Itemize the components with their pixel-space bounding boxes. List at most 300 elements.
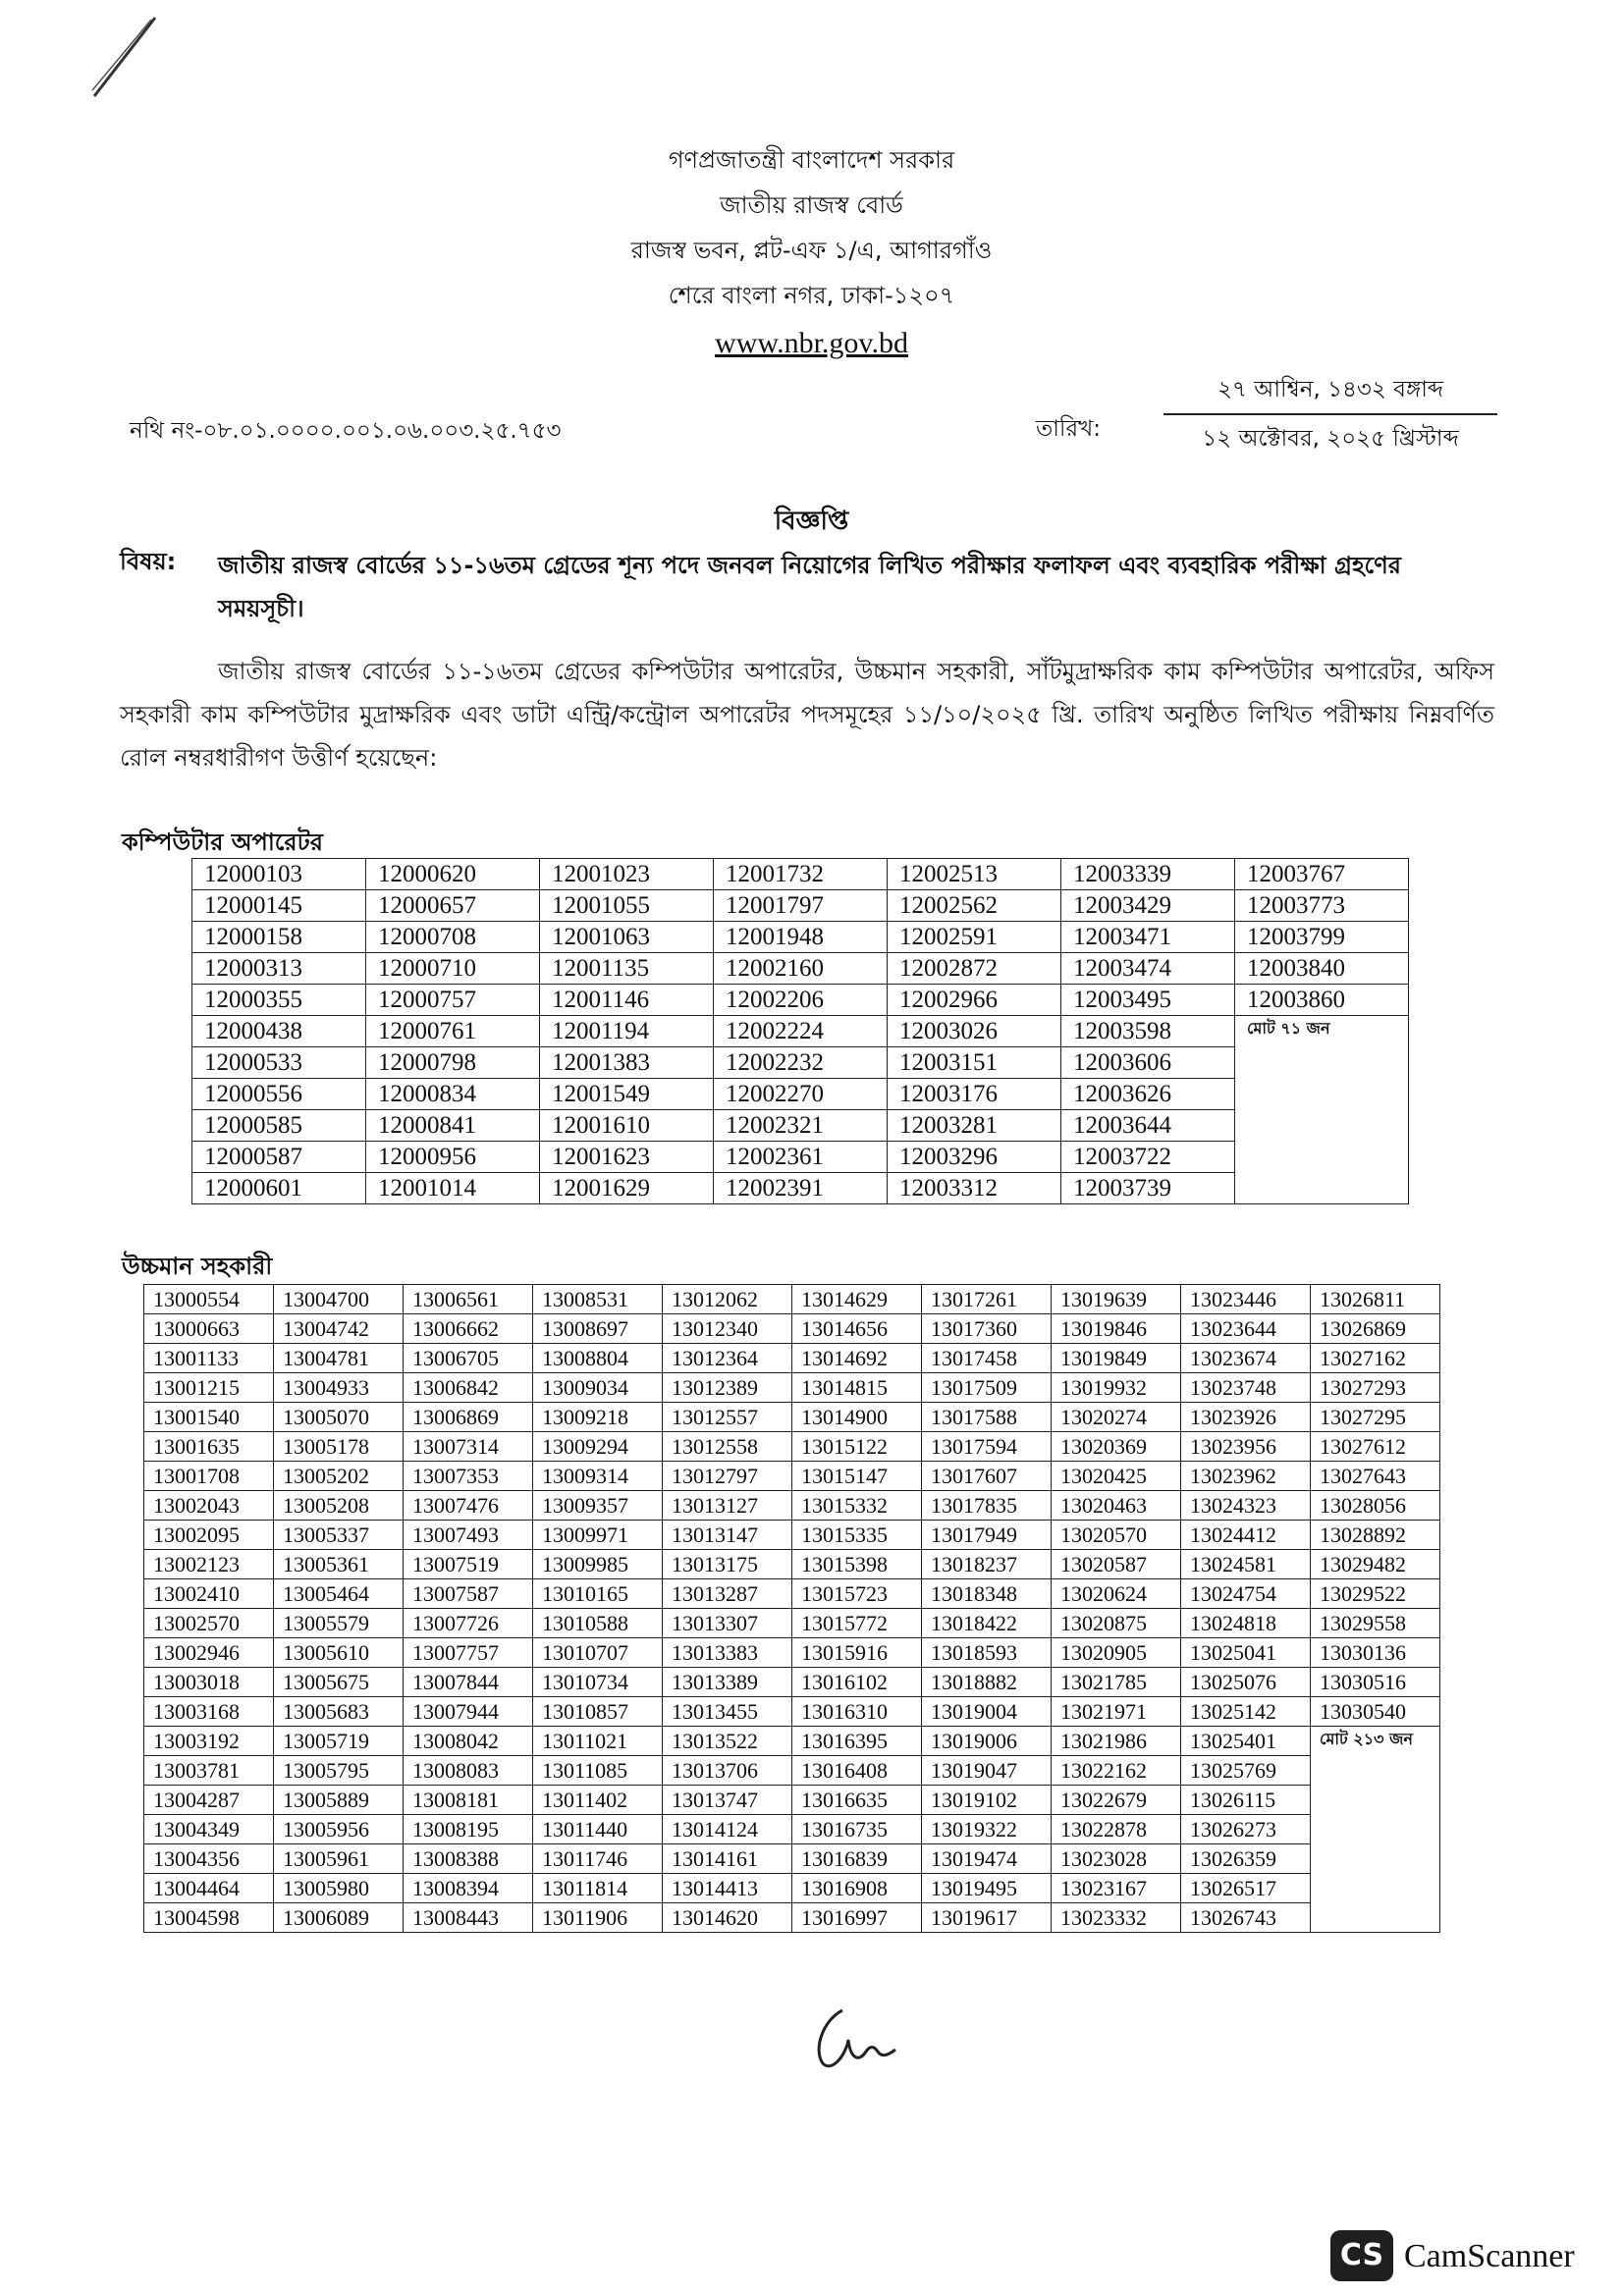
roll-number-cell: 13026115 — [1181, 1786, 1311, 1815]
roll-number-cell: 12001063 — [540, 922, 714, 953]
roll-number-cell: 13019474 — [922, 1844, 1052, 1874]
body-paragraph: জাতীয় রাজস্ব বোর্ডের ১১-১৬তম গ্রেডের কম্পিউটার অপারেটর, উচ্চমান সহকারী, সাঁটমুদ্রাক্ষরিক কাম কম্পিউটার অপারেটর, অফিস সহকারী কাম কম্পিউটার মুদ্রাক্ষরিক এবং ডাটা এন্ট্রি/কন্ট্রোল অপারেটর পদসমূহের ১১/১০/২০২৫ খ্রি. তারিখ অনুষ্ঠিত লিখিত পরীক্ষায় নিম্নবর্ণিত রোল নম্বরধারীগণ উত্তীর্ণ হয়েছেন: — [120, 658, 1494, 772]
roll-number-cell: 13023962 — [1181, 1462, 1311, 1491]
roll-number-cell: 13014629 — [792, 1285, 922, 1314]
roll-number-cell: 13010857 — [533, 1697, 663, 1727]
roll-number-cell: 12002160 — [714, 953, 888, 985]
roll-number-cell: 13026273 — [1181, 1815, 1311, 1844]
roll-number-cell: 13005464 — [274, 1579, 404, 1609]
roll-number-cell: 12003739 — [1061, 1173, 1235, 1204]
roll-number-cell: 13018882 — [922, 1668, 1052, 1697]
roll-number-cell: 12000757 — [366, 985, 540, 1016]
roll-number-cell: 13004356 — [144, 1844, 274, 1874]
roll-number-cell: 13018237 — [922, 1550, 1052, 1579]
table-row — [144, 1668, 1440, 1697]
roll-number-cell: 13002095 — [144, 1521, 274, 1550]
roll-number-cell: 12000841 — [366, 1110, 540, 1142]
roll-number-cell: 13002946 — [144, 1638, 274, 1668]
roll-number-cell: 13004349 — [144, 1815, 274, 1844]
subject-label: বিষয়: — [120, 548, 177, 575]
roll-number-cell: 12003644 — [1061, 1110, 1235, 1142]
roll-number-cell: 13006089 — [274, 1903, 404, 1933]
roll-number-cell: 12000834 — [366, 1079, 540, 1110]
roll-number-cell: 13024581 — [1181, 1550, 1311, 1579]
roll-number-cell: 13017261 — [922, 1285, 1052, 1314]
roll-number-cell: 13007314 — [404, 1432, 533, 1462]
roll-number-cell: 12001549 — [540, 1079, 714, 1110]
roll-number-cell: 13025142 — [1181, 1697, 1311, 1727]
table-row — [144, 1874, 1440, 1903]
table-row — [144, 1432, 1440, 1462]
roll-number-cell: 13023167 — [1052, 1874, 1181, 1903]
roll-number-cell: 13016310 — [792, 1697, 922, 1727]
govt-name: গণপ্রজাতন্ত্রী বাংলাদেশ সরকার — [668, 146, 955, 174]
table-row — [144, 1403, 1440, 1432]
roll-number-cell: 13027162 — [1311, 1344, 1440, 1373]
roll-number-cell: 13004598 — [144, 1903, 274, 1933]
roll-number-cell: 13001215 — [144, 1373, 274, 1403]
table-row — [144, 1844, 1440, 1874]
roll-number-cell: 13027643 — [1311, 1462, 1440, 1491]
roll-number-cell: 13020463 — [1052, 1491, 1181, 1521]
roll-number-cell: 13025769 — [1181, 1756, 1311, 1786]
table-row — [144, 1373, 1440, 1403]
roll-number-cell: 13013455 — [663, 1697, 792, 1727]
roll-number-cell: 12000657 — [366, 890, 540, 922]
roll-number-cell: 13014161 — [663, 1844, 792, 1874]
roll-number-cell: 13012340 — [663, 1314, 792, 1344]
roll-number-cell: 13012364 — [663, 1344, 792, 1373]
uda-title: উচ্চমান সহকারী — [122, 1253, 273, 1280]
roll-number-cell: 12000158 — [192, 922, 366, 953]
roll-number-cell: 13006662 — [404, 1314, 533, 1344]
roll-number-cell: 13017360 — [922, 1314, 1052, 1344]
roll-number-cell: 13011085 — [533, 1756, 663, 1786]
roll-number-cell: 13013147 — [663, 1521, 792, 1550]
roll-number-cell: 12003312 — [888, 1173, 1061, 1204]
roll-number-cell: 13026359 — [1181, 1844, 1311, 1874]
roll-number-cell: 13020274 — [1052, 1403, 1181, 1432]
roll-number-cell: 12000587 — [192, 1142, 366, 1173]
roll-number-cell: 12003495 — [1061, 985, 1235, 1016]
roll-number-cell: 13007944 — [404, 1697, 533, 1727]
roll-number-cell: 12001610 — [540, 1110, 714, 1142]
roll-number-cell: 13013383 — [663, 1638, 792, 1668]
table-row — [144, 1903, 1440, 1933]
address-line-1: রাজস্ব ভবন, প্লট-এফ ১/এ, আগারগাঁও — [630, 237, 993, 264]
roll-number-cell: 12002591 — [888, 922, 1061, 953]
roll-number-cell: 13011906 — [533, 1903, 663, 1933]
roll-number-cell: 13005719 — [274, 1727, 404, 1756]
roll-number-cell: 12002966 — [888, 985, 1061, 1016]
roll-number-cell: 13016997 — [792, 1903, 922, 1933]
roll-number-cell: 13023332 — [1052, 1903, 1181, 1933]
table-row — [144, 1609, 1440, 1638]
roll-number-cell: 13004742 — [274, 1314, 404, 1344]
roll-number-cell: 13022162 — [1052, 1756, 1181, 1786]
roll-number-cell: 12003471 — [1061, 922, 1235, 953]
roll-number-cell: 13000663 — [144, 1314, 274, 1344]
roll-number-cell: 12003281 — [888, 1110, 1061, 1142]
roll-number-cell: 13015723 — [792, 1579, 922, 1609]
roll-number-cell: 12001146 — [540, 985, 714, 1016]
roll-number-cell: 13019849 — [1052, 1344, 1181, 1373]
roll-number-cell: 13020587 — [1052, 1550, 1181, 1579]
date-label: তারিখ: — [1036, 416, 1102, 442]
table-row — [192, 985, 1409, 1016]
roll-number-cell: 12000585 — [192, 1110, 366, 1142]
roll-number-cell: 12002391 — [714, 1173, 888, 1204]
camscanner-logo-icon: CS — [1330, 2230, 1393, 2281]
roll-number-cell: 12001732 — [714, 859, 888, 890]
roll-number-cell: 13017949 — [922, 1521, 1052, 1550]
roll-number-cell: 13016395 — [792, 1727, 922, 1756]
roll-number-cell: 13014413 — [663, 1874, 792, 1903]
roll-number-cell: 13016408 — [792, 1756, 922, 1786]
roll-number-cell: 12000313 — [192, 953, 366, 985]
roll-number-cell: 13009034 — [533, 1373, 663, 1403]
roll-number-cell: 13004287 — [144, 1786, 274, 1815]
roll-number-cell: 13024323 — [1181, 1491, 1311, 1521]
roll-number-cell: 13022679 — [1052, 1786, 1181, 1815]
roll-number-cell: 12000103 — [192, 859, 366, 890]
roll-number-cell: 12000798 — [366, 1047, 540, 1079]
roll-number-cell: 13014815 — [792, 1373, 922, 1403]
roll-number-cell: 13013307 — [663, 1609, 792, 1638]
roll-number-cell: 13008443 — [404, 1903, 533, 1933]
subject-text: জাতীয় রাজস্ব বোর্ডের ১১-১৬তম গ্রেডের শূন্য পদে জনবল নিয়োগের লিখিত পরীক্ষার ফলাফল এবং ব্যবহারিক পরীক্ষা গ্রহণের সময়সূচী। — [218, 552, 1401, 622]
roll-number-cell: 12003767 — [1235, 859, 1409, 890]
roll-number-cell: 13015122 — [792, 1432, 922, 1462]
roll-number-cell: 13016735 — [792, 1815, 922, 1844]
roll-number-cell: 13000554 — [144, 1285, 274, 1314]
roll-number-cell: 12001623 — [540, 1142, 714, 1173]
roll-number-cell: 12001023 — [540, 859, 714, 890]
computer-operator-table — [191, 858, 1409, 1204]
table-row — [144, 1815, 1440, 1844]
roll-number-cell: 13013706 — [663, 1756, 792, 1786]
roll-number-cell: 13019932 — [1052, 1373, 1181, 1403]
roll-number-cell: 13005980 — [274, 1874, 404, 1903]
roll-number-cell: 13014620 — [663, 1903, 792, 1933]
roll-number-cell: 12002872 — [888, 953, 1061, 985]
roll-number-cell: 12003799 — [1235, 922, 1409, 953]
roll-number-cell: 13009314 — [533, 1462, 663, 1491]
roll-number-cell: 13023644 — [1181, 1314, 1311, 1344]
table-row — [192, 1079, 1409, 1110]
roll-number-cell: 12002224 — [714, 1016, 888, 1047]
roll-number-cell: 13005178 — [274, 1432, 404, 1462]
roll-number-cell: 13007726 — [404, 1609, 533, 1638]
table-row — [144, 1727, 1440, 1756]
roll-number-cell: 12000556 — [192, 1079, 366, 1110]
roll-number-cell: 13011440 — [533, 1815, 663, 1844]
roll-number-cell: 13018348 — [922, 1579, 1052, 1609]
roll-number-cell: 13013287 — [663, 1579, 792, 1609]
roll-number-cell: 13009971 — [533, 1521, 663, 1550]
roll-number-cell: 13021785 — [1052, 1668, 1181, 1697]
board-name: জাতীয় রাজস্ব বোর্ড — [720, 191, 903, 219]
roll-number-cell: 12003773 — [1235, 890, 1409, 922]
table-row — [144, 1344, 1440, 1373]
roll-number-cell: 12001797 — [714, 890, 888, 922]
roll-number-cell: 13001635 — [144, 1432, 274, 1462]
roll-number-cell: 12002562 — [888, 890, 1061, 922]
roll-number-cell: 13020624 — [1052, 1579, 1181, 1609]
roll-number-cell: 13022878 — [1052, 1815, 1181, 1844]
roll-number-cell: 13010588 — [533, 1609, 663, 1638]
roll-number-cell: 13017458 — [922, 1344, 1052, 1373]
roll-number-cell: 12000438 — [192, 1016, 366, 1047]
roll-number-cell: 12000710 — [366, 953, 540, 985]
table-row — [144, 1462, 1440, 1491]
roll-number-cell: 13023748 — [1181, 1373, 1311, 1403]
roll-number-cell: 13016839 — [792, 1844, 922, 1874]
camscanner-watermark: CamScanner — [1404, 2238, 1575, 2274]
roll-number-cell: 12003860 — [1235, 985, 1409, 1016]
roll-number-cell: 12003626 — [1061, 1079, 1235, 1110]
roll-number-cell: 13026743 — [1181, 1903, 1311, 1933]
roll-number-cell: 13003781 — [144, 1756, 274, 1786]
table-row — [144, 1314, 1440, 1344]
roll-number-cell: 13019102 — [922, 1786, 1052, 1815]
roll-number-cell: 13005889 — [274, 1786, 404, 1815]
roll-number-cell: 13013522 — [663, 1727, 792, 1756]
roll-number-cell: 13014656 — [792, 1314, 922, 1344]
roll-number-cell: 13007476 — [404, 1491, 533, 1521]
roll-number-cell: 13001708 — [144, 1462, 274, 1491]
roll-number-cell: 13019006 — [922, 1727, 1052, 1756]
roll-number-cell: 13013175 — [663, 1550, 792, 1579]
table-row — [192, 1016, 1409, 1047]
roll-number-cell: 13005337 — [274, 1521, 404, 1550]
roll-number-cell: 13002123 — [144, 1550, 274, 1579]
roll-number-cell: 12003176 — [888, 1079, 1061, 1110]
roll-number-cell: 13024412 — [1181, 1521, 1311, 1550]
roll-number-cell: 13020425 — [1052, 1462, 1181, 1491]
table-row — [144, 1491, 1440, 1521]
roll-number-cell: 13006842 — [404, 1373, 533, 1403]
roll-number-cell: 13017835 — [922, 1491, 1052, 1521]
roll-number-cell: 12003722 — [1061, 1142, 1235, 1173]
roll-number-cell: 13007587 — [404, 1579, 533, 1609]
table-row — [144, 1756, 1440, 1786]
roll-number-cell: 13017594 — [922, 1432, 1052, 1462]
roll-number-cell: 13008804 — [533, 1344, 663, 1373]
roll-number-cell: 13005675 — [274, 1668, 404, 1697]
roll-number-cell: 13021986 — [1052, 1727, 1181, 1756]
roll-number-cell: 13024754 — [1181, 1579, 1311, 1609]
roll-number-cell: 13014692 — [792, 1344, 922, 1373]
roll-number-cell: 13029522 — [1311, 1579, 1440, 1609]
roll-number-cell: 12001135 — [540, 953, 714, 985]
roll-number-cell: 12002513 — [888, 859, 1061, 890]
roll-number-cell: 12003339 — [1061, 859, 1235, 890]
roll-number-cell: 12001629 — [540, 1173, 714, 1204]
table-row — [144, 1521, 1440, 1550]
address-line-2: শেরে বাংলা নগর, ঢাকা-১২০৭ — [668, 282, 955, 309]
roll-number-cell: 13006869 — [404, 1403, 533, 1432]
roll-number-cell: 13003192 — [144, 1727, 274, 1756]
roll-number-cell: 12001383 — [540, 1047, 714, 1079]
roll-number-cell: 13016908 — [792, 1874, 922, 1903]
roll-number-cell: 13005961 — [274, 1844, 404, 1874]
roll-number-cell: 13002570 — [144, 1609, 274, 1638]
roll-number-cell: 13015916 — [792, 1638, 922, 1668]
roll-number-cell: 13009357 — [533, 1491, 663, 1521]
uda-table — [143, 1284, 1440, 1933]
roll-number-cell: 13019495 — [922, 1874, 1052, 1903]
roll-number-cell: 12000601 — [192, 1173, 366, 1204]
roll-number-cell: 13024818 — [1181, 1609, 1311, 1638]
roll-number-cell: 12002232 — [714, 1047, 888, 1079]
table-row — [144, 1285, 1440, 1314]
roll-number-cell: 12002321 — [714, 1110, 888, 1142]
roll-number-cell: 13016635 — [792, 1786, 922, 1815]
table-row — [192, 1173, 1409, 1204]
roll-number-cell: 13028056 — [1311, 1491, 1440, 1521]
table-row — [192, 890, 1409, 922]
table-row — [192, 859, 1409, 890]
roll-number-cell: 13004700 — [274, 1285, 404, 1314]
roll-number-cell: 12000355 — [192, 985, 366, 1016]
roll-number-cell: 13001133 — [144, 1344, 274, 1373]
table-row — [192, 922, 1409, 953]
total-count: মোট ৭১ জন — [1235, 1016, 1409, 1204]
roll-number-cell: 13007844 — [404, 1668, 533, 1697]
roll-number-cell: 13008697 — [533, 1314, 663, 1344]
roll-number-cell: 13027295 — [1311, 1403, 1440, 1432]
roll-number-cell: 12001948 — [714, 922, 888, 953]
roll-number-cell: 12003606 — [1061, 1047, 1235, 1079]
roll-number-cell: 13023926 — [1181, 1403, 1311, 1432]
roll-number-cell: 12000761 — [366, 1016, 540, 1047]
roll-number-cell: 13030516 — [1311, 1668, 1440, 1697]
roll-number-cell: 13011021 — [533, 1727, 663, 1756]
roll-number-cell: 12003598 — [1061, 1016, 1235, 1047]
roll-number-cell: 13025401 — [1181, 1727, 1311, 1756]
roll-number-cell: 13013127 — [663, 1491, 792, 1521]
roll-number-cell: 13006561 — [404, 1285, 533, 1314]
roll-number-cell: 13020369 — [1052, 1432, 1181, 1462]
roll-number-cell: 13005070 — [274, 1403, 404, 1432]
date-english: ১২ অক্টোবর, ২০২৫ খ্রিস্টাব্দ — [1202, 426, 1459, 452]
letterhead — [0, 137, 1623, 369]
roll-number-cell: 13026869 — [1311, 1314, 1440, 1344]
roll-number-cell: 13019047 — [922, 1756, 1052, 1786]
roll-number-cell: 13017607 — [922, 1462, 1052, 1491]
roll-number-cell: 13023956 — [1181, 1432, 1311, 1462]
roll-number-cell: 13015772 — [792, 1609, 922, 1638]
roll-number-cell: 12001055 — [540, 890, 714, 922]
roll-number-cell: 13012558 — [663, 1432, 792, 1462]
roll-number-cell: 12003474 — [1061, 953, 1235, 985]
roll-number-cell: 13005579 — [274, 1609, 404, 1638]
roll-number-cell: 13019004 — [922, 1697, 1052, 1727]
website-link[interactable]: www.nbr.gov.bd — [715, 327, 908, 359]
table-row — [192, 1110, 1409, 1142]
roll-number-cell: 13029482 — [1311, 1550, 1440, 1579]
roll-number-cell: 13007493 — [404, 1521, 533, 1550]
roll-number-cell: 13023674 — [1181, 1344, 1311, 1373]
roll-number-cell: 13009218 — [533, 1403, 663, 1432]
roll-number-cell: 13004464 — [144, 1874, 274, 1903]
roll-number-cell: 13003168 — [144, 1697, 274, 1727]
roll-number-cell: 13005795 — [274, 1756, 404, 1786]
roll-number-cell: 13008181 — [404, 1786, 533, 1815]
roll-number-cell: 13018422 — [922, 1609, 1052, 1638]
roll-number-cell: 13009985 — [533, 1550, 663, 1579]
roll-number-cell: 13020570 — [1052, 1521, 1181, 1550]
roll-number-cell: 13006705 — [404, 1344, 533, 1373]
roll-number-cell: 13010165 — [533, 1579, 663, 1609]
roll-number-cell: 13026811 — [1311, 1285, 1440, 1314]
notice-title: বিজ্ঞপ্তি — [774, 507, 849, 536]
date-bangla: ২৭ আশ্বিন, ১৪৩২ বঙ্গাব্দ — [1163, 371, 1497, 415]
roll-number-cell: 13008531 — [533, 1285, 663, 1314]
roll-number-cell: 13017588 — [922, 1403, 1052, 1432]
table-row — [144, 1579, 1440, 1609]
roll-number-cell: 13026517 — [1181, 1874, 1311, 1903]
roll-number-cell: 13030136 — [1311, 1638, 1440, 1668]
roll-number-cell: 13013389 — [663, 1668, 792, 1697]
roll-number-cell: 13019639 — [1052, 1285, 1181, 1314]
table-row — [144, 1638, 1440, 1668]
roll-number-cell: 13005202 — [274, 1462, 404, 1491]
roll-number-cell: 13012797 — [663, 1462, 792, 1491]
roll-number-cell: 13023446 — [1181, 1285, 1311, 1314]
table-row — [192, 1047, 1409, 1079]
roll-number-cell: 13025076 — [1181, 1668, 1311, 1697]
roll-number-cell: 13019617 — [922, 1903, 1052, 1933]
roll-number-cell: 13008394 — [404, 1874, 533, 1903]
roll-number-cell: 13011814 — [533, 1874, 663, 1903]
roll-number-cell: 13005610 — [274, 1638, 404, 1668]
roll-number-cell: 13008195 — [404, 1815, 533, 1844]
roll-number-cell: 13014900 — [792, 1403, 922, 1432]
table-row — [144, 1550, 1440, 1579]
roll-number-cell: 12002270 — [714, 1079, 888, 1110]
roll-number-cell: 13016102 — [792, 1668, 922, 1697]
roll-number-cell: 13015147 — [792, 1462, 922, 1491]
table-row — [192, 953, 1409, 985]
roll-number-cell: 13012389 — [663, 1373, 792, 1403]
roll-number-cell: 13007519 — [404, 1550, 533, 1579]
roll-number-cell: 13015398 — [792, 1550, 922, 1579]
signature-mark — [805, 2002, 903, 2081]
roll-number-cell: 13008083 — [404, 1756, 533, 1786]
roll-number-cell: 13010707 — [533, 1638, 663, 1668]
roll-number-cell: 12002206 — [714, 985, 888, 1016]
roll-number-cell: 12000533 — [192, 1047, 366, 1079]
roll-number-cell: 13027612 — [1311, 1432, 1440, 1462]
roll-number-cell: 13003018 — [144, 1668, 274, 1697]
roll-number-cell: 13007757 — [404, 1638, 533, 1668]
table-row — [144, 1697, 1440, 1727]
roll-number-cell: 13011746 — [533, 1844, 663, 1874]
roll-number-cell: 13004933 — [274, 1373, 404, 1403]
roll-number-cell: 13002410 — [144, 1579, 274, 1609]
roll-number-cell: 13014124 — [663, 1815, 792, 1844]
roll-number-cell: 13020875 — [1052, 1609, 1181, 1638]
roll-number-cell: 13018593 — [922, 1638, 1052, 1668]
roll-number-cell: 12000708 — [366, 922, 540, 953]
roll-number-cell: 13012062 — [663, 1285, 792, 1314]
roll-number-cell: 12003840 — [1235, 953, 1409, 985]
total-count: মোট ২১৩ জন — [1311, 1727, 1440, 1933]
roll-number-cell: 13005683 — [274, 1697, 404, 1727]
roll-number-cell: 12003026 — [888, 1016, 1061, 1047]
